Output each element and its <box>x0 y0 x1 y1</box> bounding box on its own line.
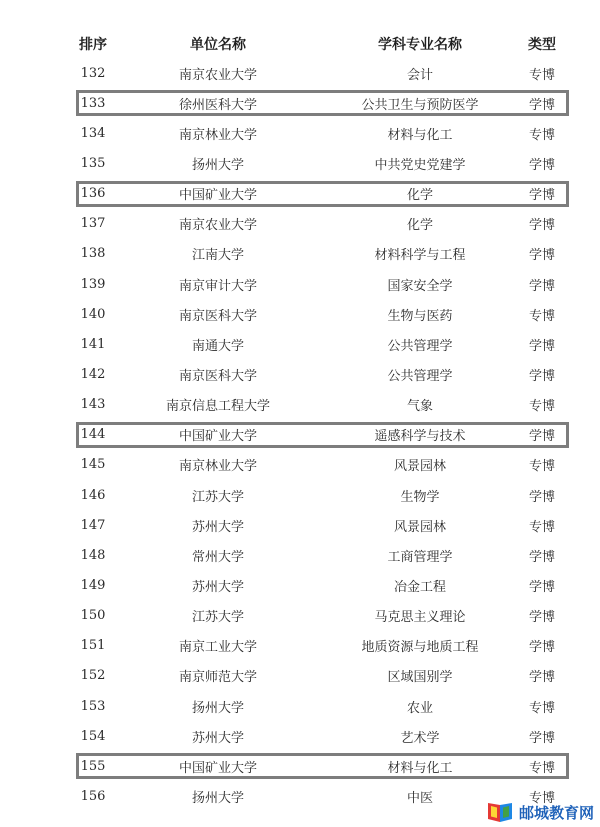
row-no: 138 <box>80 246 106 262</box>
row-subject: 工商管理学 <box>387 549 453 565</box>
table-row <box>0 299 600 329</box>
row-no: 149 <box>80 577 106 593</box>
row-type: 专博 <box>528 790 555 806</box>
table-row <box>0 601 600 631</box>
row-subject: 冶金工程 <box>393 579 446 595</box>
row-type: 学博 <box>528 549 555 565</box>
row-no: 148 <box>80 547 106 563</box>
row-unit: 南京林业大学 <box>178 459 257 475</box>
table-row <box>0 390 600 420</box>
row-type: 专博 <box>528 308 555 324</box>
row-subject: 艺术学 <box>400 730 440 746</box>
table-row <box>0 661 600 691</box>
row-no: 152 <box>80 668 106 684</box>
row-type: 学博 <box>528 610 555 626</box>
row-type: 学博 <box>528 248 555 264</box>
row-subject: 中医 <box>406 790 433 806</box>
row-unit: 苏州大学 <box>191 519 244 535</box>
table-body <box>0 58 600 812</box>
row-no: 154 <box>80 728 106 744</box>
row-no: 144 <box>80 427 106 443</box>
row-type: 学博 <box>528 188 555 204</box>
row-unit: 南京工业大学 <box>178 640 257 656</box>
table-row <box>0 450 600 480</box>
book-logo-icon <box>485 801 515 823</box>
row-no: 135 <box>80 155 106 171</box>
row-subject: 中共党史党建学 <box>374 157 466 173</box>
row-no: 146 <box>80 487 106 503</box>
row-no: 133 <box>80 95 106 111</box>
row-subject: 地质资源与地质工程 <box>361 640 479 656</box>
row-no: 140 <box>80 306 106 322</box>
row-unit: 南京农业大学 <box>178 67 257 83</box>
row-unit: 江苏大学 <box>191 610 244 626</box>
row-subject: 化学 <box>406 218 433 234</box>
row-type: 学博 <box>528 579 555 595</box>
row-unit: 苏州大学 <box>191 579 244 595</box>
row-type: 学博 <box>528 489 555 505</box>
row-no: 155 <box>80 758 106 774</box>
row-unit: 常州大学 <box>191 549 244 565</box>
row-no: 132 <box>80 65 106 81</box>
table-row <box>0 510 600 540</box>
row-unit: 江苏大学 <box>191 489 244 505</box>
table-row <box>0 209 600 239</box>
table-row <box>0 540 600 570</box>
row-unit: 江南大学 <box>191 248 244 264</box>
row-subject: 会计 <box>406 67 433 83</box>
row-type: 专博 <box>528 127 555 143</box>
watermark-text: 邮城教育网 <box>518 803 594 822</box>
row-subject: 公共卫生与预防医学 <box>361 97 479 113</box>
row-no: 147 <box>80 517 106 533</box>
table-header <box>0 32 600 56</box>
table-row <box>0 480 600 510</box>
row-unit: 中国矿业大学 <box>178 188 257 204</box>
row-type: 学博 <box>528 338 555 354</box>
row-no: 143 <box>80 397 106 413</box>
row-subject: 风景园林 <box>393 519 446 535</box>
row-type: 专博 <box>528 700 555 716</box>
table-row <box>0 631 600 661</box>
row-type: 学博 <box>528 278 555 294</box>
table-row-highlighted <box>0 179 600 209</box>
row-subject: 生物与医药 <box>387 308 453 324</box>
header-subject: 学科专业名称 <box>378 37 462 53</box>
row-unit: 南京农业大学 <box>178 218 257 234</box>
table-row-highlighted <box>0 88 600 118</box>
row-unit: 中国矿业大学 <box>178 429 257 445</box>
row-no: 139 <box>80 276 106 292</box>
table-row <box>0 269 600 299</box>
row-subject: 材料与化工 <box>387 760 453 776</box>
table-row <box>0 721 600 751</box>
row-subject: 公共管理学 <box>387 338 453 354</box>
row-subject: 化学 <box>406 188 433 204</box>
row-type: 学博 <box>528 670 555 686</box>
row-no: 134 <box>80 125 106 141</box>
table-row <box>0 691 600 721</box>
row-type: 专博 <box>528 399 555 415</box>
row-type: 学博 <box>528 640 555 656</box>
row-unit: 南京林业大学 <box>178 127 257 143</box>
table-row-highlighted <box>0 420 600 450</box>
row-type: 学博 <box>528 218 555 234</box>
table-row <box>0 58 600 88</box>
row-type: 学博 <box>528 730 555 746</box>
row-no: 136 <box>80 186 106 202</box>
row-unit: 扬州大学 <box>191 157 244 173</box>
table-row-highlighted <box>0 751 600 781</box>
table-row <box>0 359 600 389</box>
row-type: 专博 <box>528 67 555 83</box>
row-subject: 风景园林 <box>393 459 446 475</box>
row-subject: 国家安全学 <box>387 278 453 294</box>
site-watermark <box>485 801 594 823</box>
row-subject: 生物学 <box>400 489 440 505</box>
header-type: 类型 <box>528 37 556 53</box>
row-subject: 气象 <box>406 399 433 415</box>
row-unit: 扬州大学 <box>191 790 244 806</box>
row-type: 专博 <box>528 760 555 776</box>
row-no: 142 <box>80 366 106 382</box>
row-no: 151 <box>80 638 106 654</box>
row-subject: 区域国别学 <box>387 670 453 686</box>
table-row <box>0 329 600 359</box>
table-row <box>0 148 600 178</box>
row-no: 153 <box>80 698 106 714</box>
row-type: 专博 <box>528 519 555 535</box>
row-unit: 南京师范大学 <box>178 670 257 686</box>
row-unit: 南京医科大学 <box>178 368 257 384</box>
row-no: 145 <box>80 457 106 473</box>
table-row <box>0 570 600 600</box>
row-unit: 苏州大学 <box>191 730 244 746</box>
row-subject: 公共管理学 <box>387 368 453 384</box>
row-type: 学博 <box>528 157 555 173</box>
row-type: 专博 <box>528 459 555 475</box>
row-unit: 南通大学 <box>191 338 244 354</box>
row-subject: 材料科学与工程 <box>374 248 466 264</box>
row-no: 141 <box>80 336 106 352</box>
row-type: 学博 <box>528 368 555 384</box>
row-subject: 农业 <box>406 700 433 716</box>
row-subject: 马克思主义理论 <box>374 610 466 626</box>
row-no: 150 <box>80 608 106 624</box>
row-unit: 南京信息工程大学 <box>165 399 270 415</box>
row-unit: 南京审计大学 <box>178 278 257 294</box>
row-unit: 扬州大学 <box>191 700 244 716</box>
table-row <box>0 118 600 148</box>
header-no: 排序 <box>79 37 107 53</box>
table-row <box>0 239 600 269</box>
row-subject: 遥感科学与技术 <box>374 429 466 445</box>
row-type: 学博 <box>528 429 555 445</box>
row-unit: 南京医科大学 <box>178 308 257 324</box>
row-type: 学博 <box>528 97 555 113</box>
row-no: 137 <box>80 216 106 232</box>
row-unit: 中国矿业大学 <box>178 760 257 776</box>
row-subject: 材料与化工 <box>387 127 453 143</box>
row-no: 156 <box>80 788 106 804</box>
row-unit: 徐州医科大学 <box>178 97 257 113</box>
header-unit: 单位名称 <box>190 37 246 53</box>
